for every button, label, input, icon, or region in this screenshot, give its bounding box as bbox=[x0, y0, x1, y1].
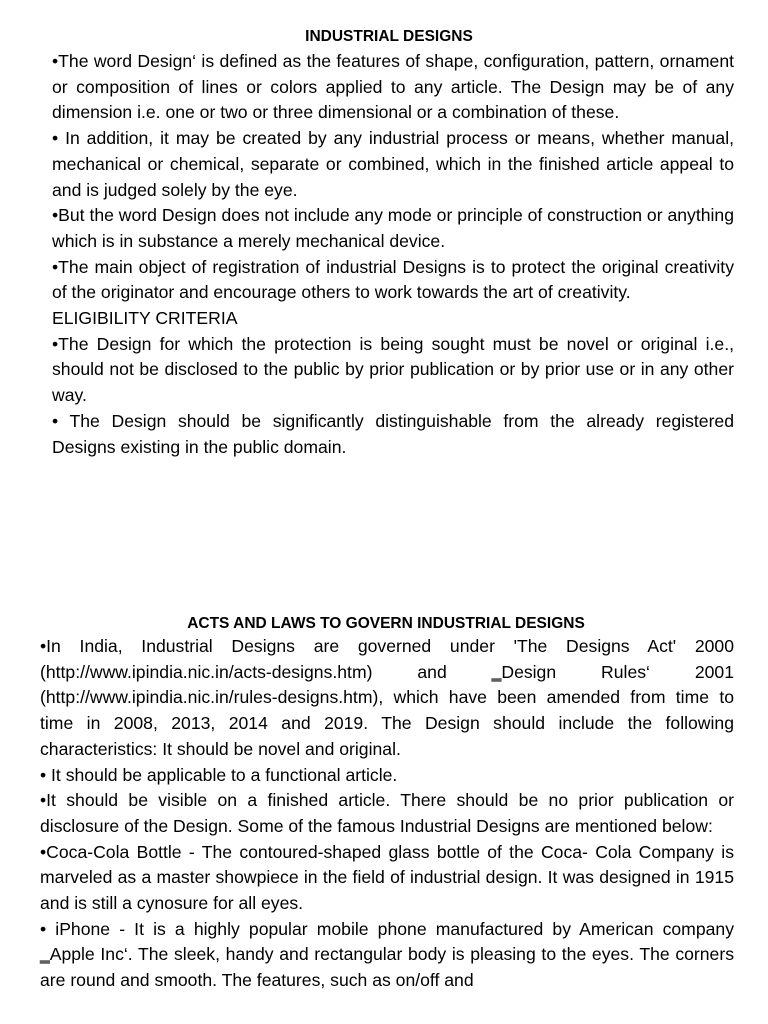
paragraph-functional-article: • It should be applicable to a functional article. bbox=[40, 764, 398, 785]
paragraph-eligibility-distinguishable: • The Design should be significantly distinguishable from the already registered Designs existing in the public domain. bbox=[52, 410, 734, 457]
paragraph-iphone: • iPhone - It is a highly popular mobile phone manufactured by American company ‗Apple Inc‘. The sleek, handy and rectangular body is pleasing to the eyes. The corners are round and smooth. The features, such as on/off and bbox=[40, 918, 734, 991]
section-body-acts-and-laws bbox=[40, 634, 734, 994]
section-title-acts-and-laws: ACTS AND LAWS TO GOVERN INDUSTRIAL DESIGNS bbox=[187, 615, 585, 632]
paragraph-registration-object: •The main object of registration of industrial Designs is to protect the original creativity of the originator and encourage others to work towards the art of creativity. bbox=[52, 256, 734, 303]
paragraph-eligibility-novel: •The Design for which the protection is being sought must be novel or original i.e., should not be disclosed to the public by prior publication or by prior use or in any other way. bbox=[52, 333, 734, 406]
section-title-industrial-designs: INDUSTRIAL DESIGNS bbox=[305, 28, 473, 45]
eligibility-criteria-heading: ELIGIBILITY CRITERIA bbox=[52, 308, 238, 329]
paragraph-definition: •The word Design‘ is defined as the features of shape, configuration, pattern, ornament or composition of lines or colors applied to any article. The Design may be of any dimension i.e. one or two or three dimensional or a combination of these. bbox=[52, 51, 734, 123]
paragraph-coca-cola-bottle: •Coca-Cola Bottle - The contoured-shaped glass bottle of the Coca- Cola Company is marveled as a master showpiece in the field of industrial design. It was designed in 1915 and is still a cynosure for all eyes. bbox=[40, 841, 734, 914]
paragraph-exclusions: •But the word Design does not include any mode or principle of construction or anything which is in substance a merely mechanical device. bbox=[52, 205, 734, 251]
section-body-industrial-designs bbox=[52, 49, 734, 460]
paragraph-industrial-process: • In addition, it may be created by any industrial process or means, whether manual, mechanical or chemical, separate or combined, which in the finished article appeal to and is judged solely by the eye. bbox=[52, 128, 734, 200]
paragraph-visible-finished-article: •It should be visible on a finished article. There should be no prior publication or disclosure of the Design. Some of the famous Industrial Designs are mentioned below: bbox=[40, 790, 734, 836]
paragraph-designs-act: •In India, Industrial Designs are governed under 'The Designs Act' 2000 (http://www.ipindia.nic.in/acts-designs.htm) and ‗Design Rules‘ 2001 (http://www.ipindia.nic.in/rules-designs.htm), which have been amended from time to time in 2008, 2013, 2014 and 2019. The Design should include the following characteristics: It should be novel and original. bbox=[40, 636, 734, 759]
